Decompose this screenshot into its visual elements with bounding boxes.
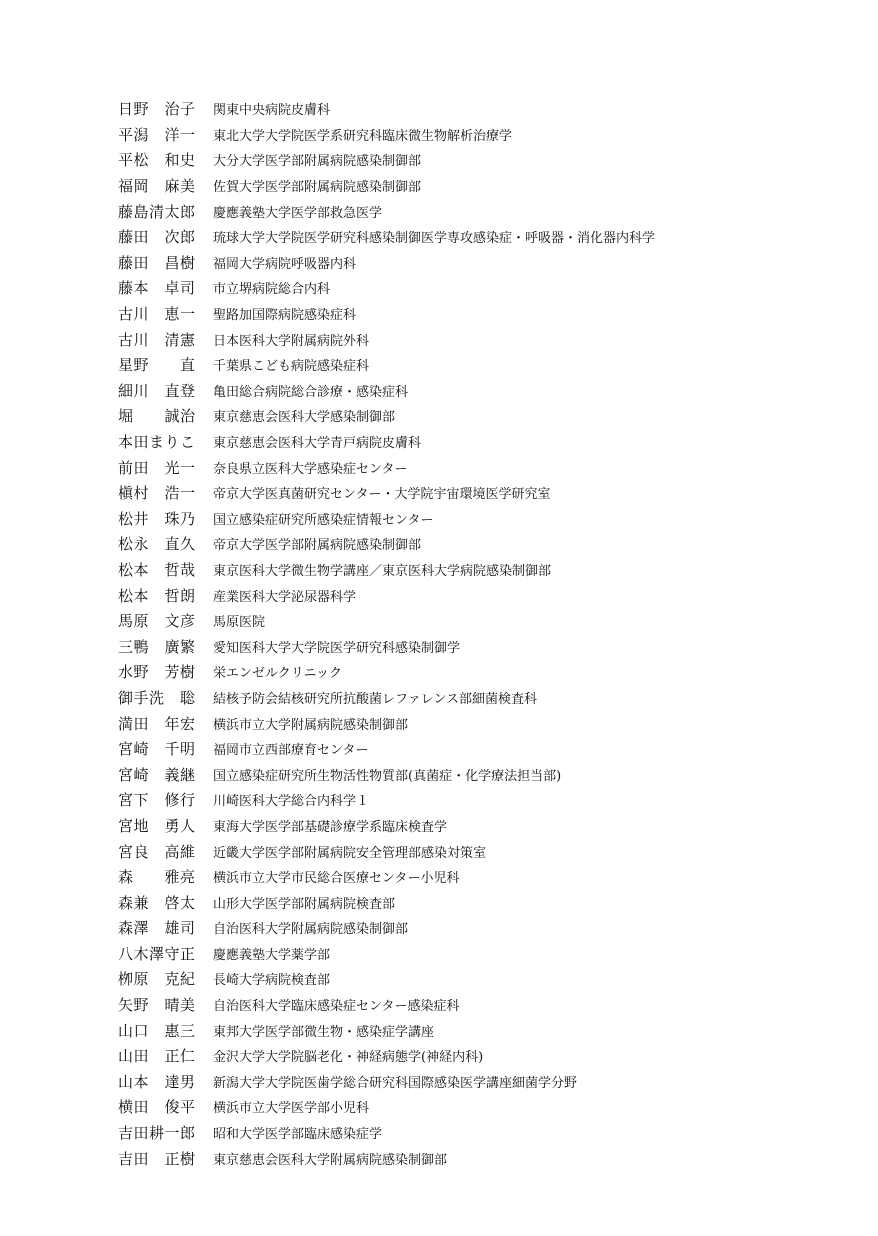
member-row xyxy=(118,557,838,583)
member-row xyxy=(118,787,838,813)
member-name: 宮地 勇人 xyxy=(118,816,196,835)
member-row xyxy=(118,250,838,276)
member-row xyxy=(118,1120,838,1146)
member-row xyxy=(118,710,838,736)
member-row xyxy=(118,403,838,429)
member-affiliation: 福岡大学病院呼吸器内科 xyxy=(213,256,357,272)
member-affiliation: 慶應義塾大学医学部救急医学 xyxy=(213,205,383,221)
member-affiliation: 川崎医科大学総合内科学１ xyxy=(213,794,370,810)
member-affiliation: 東京慈恵会医科大学附属病院感染制御部 xyxy=(213,1152,448,1168)
member-affiliation: 愛知医科大学大学院医学研究科感染制御学 xyxy=(213,640,461,656)
member-row xyxy=(118,761,838,787)
member-affiliation: 新潟大学大学院医歯学総合研究科国際感染医学講座細菌学分野 xyxy=(213,1075,578,1091)
member-affiliation: 東京慈恵会医科大学感染制御部 xyxy=(213,410,396,426)
member-row xyxy=(118,633,838,659)
member-affiliation: 横浜市立大学市民総合医療センター小児科 xyxy=(213,871,460,887)
member-name: 御手洗 聡 xyxy=(118,688,196,707)
member-row xyxy=(118,96,838,122)
member-row xyxy=(118,736,838,762)
member-affiliation: 帝京大学医真菌研究センター・大学院宇宙環境医学研究室 xyxy=(213,487,551,503)
member-affiliation: 千葉県こども病院感染症科 xyxy=(213,359,370,375)
member-row xyxy=(118,429,838,455)
member-affiliation: 自治医科大学附属病院感染制御部 xyxy=(213,922,409,938)
member-row xyxy=(118,1145,838,1171)
member-affiliation: 東邦大学医学部微生物・感染症学講座 xyxy=(213,1024,435,1040)
member-row xyxy=(118,480,838,506)
member-affiliation: 聖路加国際病院感染症科 xyxy=(213,308,357,324)
member-row xyxy=(118,275,838,301)
member-affiliation: 帝京大学医学部附属病院感染制御部 xyxy=(213,538,422,554)
member-affiliation: 産業医科大学泌尿器科学 xyxy=(213,589,357,605)
member-name: 吉田耕一郎 xyxy=(118,1124,196,1143)
member-affiliation: 福岡市立西部療育センター xyxy=(213,743,369,759)
member-row xyxy=(118,531,838,557)
member-row xyxy=(118,173,838,199)
member-affiliation: 東京医科大学微生物学講座／東京医科大学病院感染制御部 xyxy=(213,563,552,579)
member-name: 満田 年宏 xyxy=(118,714,196,733)
member-name: 宮崎 義継 xyxy=(118,765,196,784)
member-name: 前田 光一 xyxy=(118,458,196,477)
member-row xyxy=(118,659,838,685)
member-name: 古川 清憲 xyxy=(118,330,196,349)
member-affiliation: 東北大学大学院医学系研究科臨床微生物解析治療学 xyxy=(213,128,513,144)
member-name: 山口 惠三 xyxy=(118,1021,196,1040)
member-name: 水野 芳樹 xyxy=(118,663,196,682)
member-name: 藤田 昌樹 xyxy=(118,253,196,272)
member-row xyxy=(118,838,838,864)
member-affiliation: 長崎大学病院検査部 xyxy=(213,973,331,989)
member-name: 福岡 麻美 xyxy=(118,177,196,196)
member-row xyxy=(118,992,838,1018)
member-row xyxy=(118,1017,838,1043)
member-affiliation: 関東中央病院皮膚科 xyxy=(213,103,331,119)
member-name: 日野 治子 xyxy=(118,100,196,119)
member-affiliation: 日本医科大学附属病院外科 xyxy=(213,333,370,349)
member-affiliation: 琉球大学大学院医学研究科感染制御医学専攻感染症・呼吸器・消化器内科学 xyxy=(213,231,656,247)
member-row xyxy=(118,352,838,378)
member-affiliation: 佐賀大学医学部附属病院感染制御部 xyxy=(213,180,422,196)
member-name: 矢野 晴美 xyxy=(118,996,196,1015)
member-affiliation: 国立感染症研究所感染症情報センター xyxy=(213,512,434,528)
member-name: 松本 哲哉 xyxy=(118,560,196,579)
member-row xyxy=(118,378,838,404)
member-name: 八木澤守正 xyxy=(118,944,196,963)
member-affiliation: 慶應義塾大学薬学部 xyxy=(213,947,331,963)
member-affiliation: 横浜市立大学附属病院感染制御部 xyxy=(213,717,409,733)
member-name: 森兼 啓太 xyxy=(118,893,196,912)
member-name: 平松 和史 xyxy=(118,151,196,170)
member-row xyxy=(118,122,838,148)
member-row xyxy=(118,454,838,480)
member-affiliation: 奈良県立医科大学感染症センター xyxy=(213,461,408,477)
member-affiliation: 東京慈恵会医科大学青戸病院皮膚科 xyxy=(213,436,422,452)
member-row xyxy=(118,1069,838,1095)
member-list xyxy=(118,96,838,1171)
member-row xyxy=(118,608,838,634)
member-name: 山田 正仁 xyxy=(118,1047,196,1066)
member-affiliation: 金沢大学大学院脳老化・神経病態学(神経内科) xyxy=(213,1050,484,1066)
member-name: 宮崎 千明 xyxy=(118,740,196,759)
member-affiliation: 結核予防会結核研究所抗酸菌レファレンス部細菌検査科 xyxy=(213,691,538,707)
member-affiliation: 亀田総合病院総合診療・感染症科 xyxy=(213,384,409,400)
member-row xyxy=(118,198,838,224)
member-name: 栁原 克紀 xyxy=(118,970,196,989)
member-row xyxy=(118,864,838,890)
member-name: 松井 珠乃 xyxy=(118,509,196,528)
member-row xyxy=(118,301,838,327)
member-row xyxy=(118,224,838,250)
member-name: 松永 直久 xyxy=(118,535,196,554)
member-row xyxy=(118,582,838,608)
member-affiliation: 近畿大学医学部附属病院安全管理部感染対策室 xyxy=(213,845,487,861)
member-name: 馬原 文彦 xyxy=(118,612,196,631)
member-name: 森澤 雄司 xyxy=(118,919,196,938)
member-row xyxy=(118,1094,838,1120)
member-name: 松本 哲朗 xyxy=(118,586,196,605)
member-name: 古川 恵一 xyxy=(118,305,196,324)
member-row xyxy=(118,326,838,352)
member-name: 平潟 洋一 xyxy=(118,125,196,144)
member-name: 吉田 正樹 xyxy=(118,1149,196,1168)
member-affiliation: 東海大学医学部基礎診療学系臨床検査学 xyxy=(213,819,448,835)
member-name: 槇村 浩一 xyxy=(118,484,196,503)
member-affiliation: 栄エンゼルクリニック xyxy=(213,666,342,682)
member-name: 森 雅亮 xyxy=(118,868,196,887)
member-affiliation: 大分大学医学部附属病院感染制御部 xyxy=(213,154,422,170)
member-affiliation: 市立堺病院総合内科 xyxy=(213,282,331,298)
member-name: 宮良 高維 xyxy=(118,842,196,861)
member-affiliation: 山形大学医学部附属病院検査部 xyxy=(213,896,396,912)
member-affiliation: 横浜市立大学医学部小児科 xyxy=(213,1101,370,1117)
member-row xyxy=(118,147,838,173)
member-affiliation: 昭和大学医学部臨床感染症学 xyxy=(213,1127,383,1143)
member-name: 星野 直 xyxy=(118,356,196,375)
member-name: 三鴨 廣繁 xyxy=(118,637,196,656)
member-name: 藤田 次郎 xyxy=(118,228,196,247)
member-name: 堀 誠治 xyxy=(118,407,196,426)
member-affiliation: 国立感染症研究所生物活性物質部(真菌症・化学療法担当部) xyxy=(213,768,562,784)
member-name: 藤島清太郎 xyxy=(118,202,196,221)
member-row xyxy=(118,813,838,839)
member-row xyxy=(118,915,838,941)
member-affiliation: 自治医科大学臨床感染症センター感染症科 xyxy=(213,999,460,1015)
member-name: 横田 俊平 xyxy=(118,1098,196,1117)
member-name: 宮下 修行 xyxy=(118,791,196,810)
member-name: 本田まりこ xyxy=(118,433,196,452)
member-row xyxy=(118,941,838,967)
member-row xyxy=(118,1043,838,1069)
member-row xyxy=(118,966,838,992)
member-name: 細川 直登 xyxy=(118,381,196,400)
member-row xyxy=(118,889,838,915)
member-name: 藤本 卓司 xyxy=(118,279,196,298)
member-row xyxy=(118,506,838,532)
member-affiliation: 馬原医院 xyxy=(213,615,266,631)
member-row xyxy=(118,685,838,711)
member-name: 山本 達男 xyxy=(118,1072,196,1091)
